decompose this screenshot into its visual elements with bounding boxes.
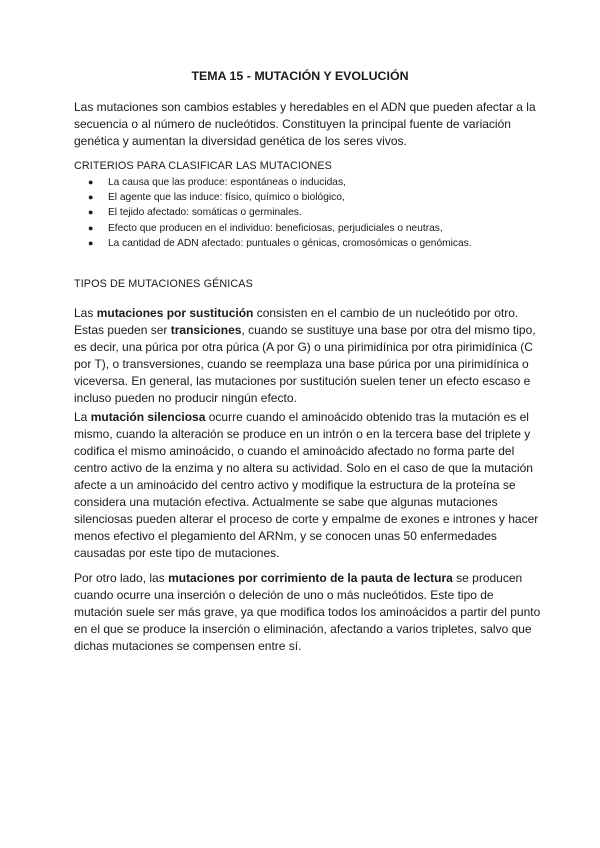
term-transitions: transiciones [170, 323, 242, 337]
criteria-list [74, 175, 544, 251]
frameshift-paragraph: Por otro lado, las mutaciones por corrimiento de la pauta de lectura se producen cuando ocurre una inserción o deleción de uno o más nucleótidos. Este tipo de mutación suele ser más grave, ya que modifica todos los aminoácidos a partir del punto en el que se produce la inserción o eliminación, afectando a varios tripletes, salvo que dichas mutaciones se compensen entre sí. [74, 571, 541, 653]
list-item: ● La causa que las produce: espontáneas o inducidas, [74, 175, 544, 190]
page-title: TEMA 15 - MUTACIÓN Y EVOLUCIÓN [191, 69, 409, 83]
intro-paragraph: Las mutaciones son cambios estables y heredables en el ADN que pueden afectar a la secuencia o al número de nucleótidos. Constituyen la principal fuente de variación genética y aumentan la diversidad genética de los seres vivos. [74, 100, 536, 148]
types-heading: TIPOS DE MUTACIONES GÉNICAS [74, 278, 253, 290]
list-item: ● El agente que las induce: físico, químico o biológico, [74, 190, 544, 205]
list-item: ● Efecto que producen en el individuo: beneficiosas, perjudiciales o neutras, [74, 221, 544, 236]
bullet-icon: ● [88, 207, 94, 218]
bullet-icon: ● [88, 222, 94, 233]
criteria-heading: CRITERIOS PARA CLASIFICAR LAS MUTACIONES [74, 160, 332, 172]
silent-mutation-paragraph: La mutación silenciosa ocurre cuando el aminoácido obtenido tras la mutación es el mismo, cuando la alteración se produce en un intrón o en la tercera base del triplete y codifica el mismo aminoácido, o cuando el aminoácido afectado no forma parte del centro activo de la enzima y no altera su actividad. Solo en el caso de que la mutación afecte a un aminoácido del centro activo y modifique la estructura de la proteína se considera una mutación efectiva. Actualmente se sabe que algunas mutaciones silenciosas pueden alterar el proceso de corte y empalme de exones e intrones y hacer menos efectivo el plegamiento del ARNm, y se conocen unas 50 enfermedades causadas por este tipo de mutaciones. [74, 410, 539, 560]
bullet-icon: ● [88, 237, 94, 248]
bullet-icon: ● [88, 177, 94, 187]
list-item: ● La cantidad de ADN afectado: puntuales o génicas, cromosómicas o genómicas. [74, 236, 544, 251]
term-substitution: mutaciones por sustitución [96, 306, 254, 320]
term-frameshift: mutaciones por corrimiento de la pauta de lectura [168, 571, 453, 585]
substitution-paragraph: Las mutaciones por sustitución consisten en el cambio de un nucleótido por otro. Estas pueden ser transiciones, cuando se sustituye una base por otra del mismo tipo, es decir, una púrica por otra púrica (A por G) o una pirimidínica por otra pirimidínica (C por T), o transversiones, cuando se reemplaza una base púrica por una pirimidínica o viceversa. En general, las mutaciones por sustitución suelen tener un efecto escaso e incluso pueden no producir ningún efecto. [74, 306, 536, 405]
term-silent-mutation: mutación silenciosa [90, 410, 206, 424]
bullet-icon: ● [88, 192, 94, 203]
list-item: ● El tejido afectado: somáticas o germinales. [74, 205, 544, 220]
